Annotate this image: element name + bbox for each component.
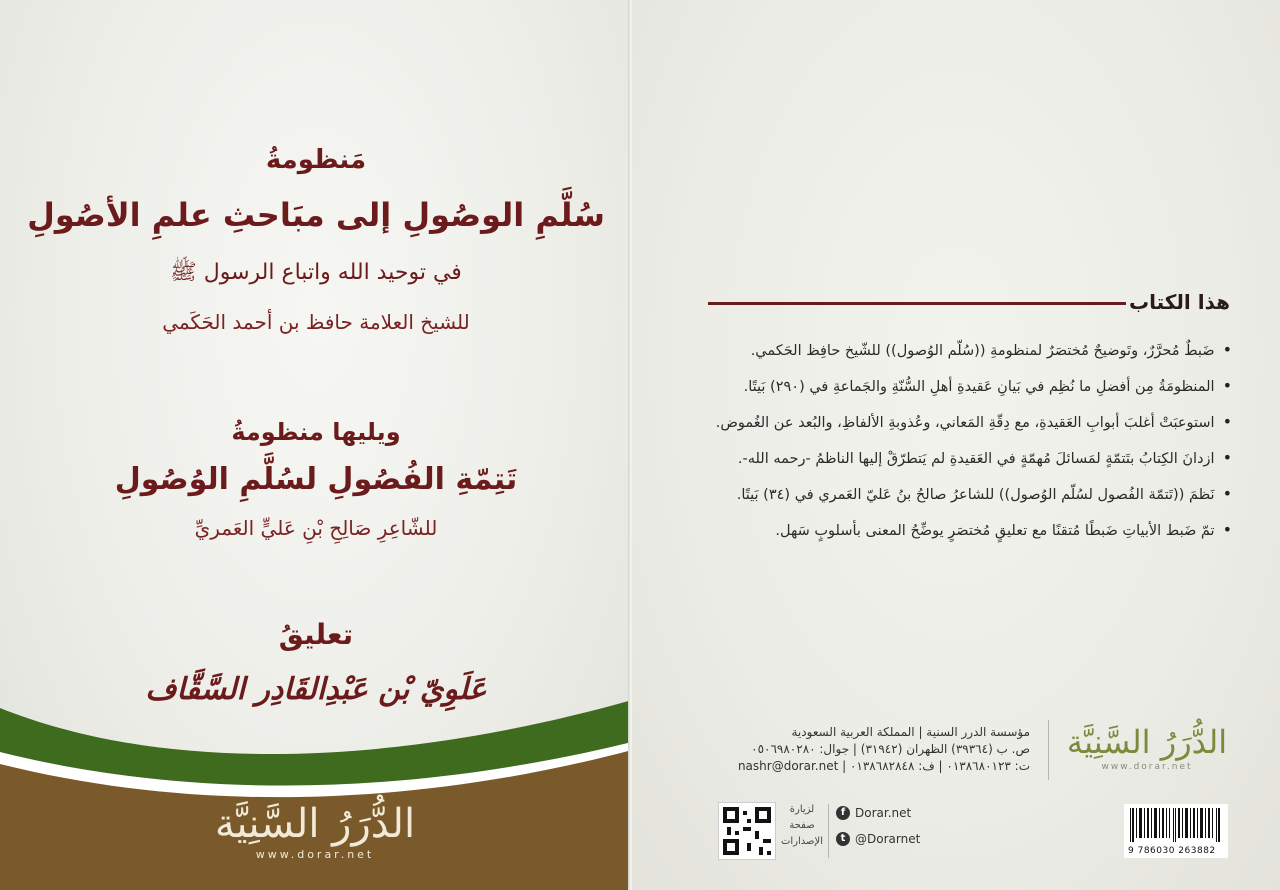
list-item: •نَظمَ ((تَتمّة الفُصول لسُلّم الوُصول)) للشاعرُ صالحُ بنُ عَليّ العَمري في (٣٤) بَيتًا. — [672, 476, 1232, 512]
about-book-heading: هذا الكتاب — [1128, 290, 1230, 314]
publisher-divider — [1048, 720, 1049, 780]
commentator-signature: عَلَوِيّ بْن عَبْدِالقَادِر السَّقَّاف — [145, 672, 487, 707]
facebook-handle: Dorar.net — [855, 806, 912, 820]
publisher-address-line: ص. ب (٣٩٣٦٤) الظهران (٣١٩٤٢) | جوال: ٠٥٠٦٩٨٠٢٨٠ — [751, 742, 1030, 756]
bullet-icon: • — [1222, 484, 1232, 503]
list-item: •تمّ ضَبط الأبياتِ ضَبطًا مُتقنًا مع تعليقٍ مُختصَرٍ يوضِّحُ المعنى بأسلوبٍ سَهل. — [672, 512, 1232, 548]
publisher-phone-line: ت: ٠١٣٨٦٨٠١٢٣ | ف: ٠١٣٨٦٨٢٨٤٨ | nashr@dorar.net — [737, 759, 1030, 773]
publisher-name-line: مؤسسة الدرر السنية | المملكة العربية السعودية — [791, 725, 1030, 739]
twitter-handle: @Dorarnet — [855, 832, 921, 846]
list-item: •المنظومَةُ مِن أفضلِ ما نُظِم في بَيانِ عَقيدةِ أهلِ السُّنّةِ والجَماعةِ في (٢٩٠) بَيتًا. — [672, 368, 1232, 404]
bullet-icon: • — [1222, 448, 1232, 467]
followed-by-label: ويليها منظومةُ — [231, 418, 401, 446]
twitter-icon: t — [836, 832, 850, 846]
qr-code-pattern — [719, 803, 775, 859]
back-logo-web: www.dorar.net — [1101, 762, 1193, 772]
heading-rule — [708, 302, 1126, 305]
bullet-icon: • — [1222, 412, 1232, 431]
list-item: •ازدانَ الكِتابُ بتَتمّةٍ لمَسائلَ مُهمّةٍ في العَقيدةِ لم يَتطرّقْ إليها الناظمُ -رحمه الله-. — [672, 440, 1232, 476]
book-author: للشيخ العلامة حافظ بن أحمد الحَكَمي — [162, 310, 470, 334]
facebook-icon: f — [836, 806, 850, 820]
isbn-barcode — [1124, 804, 1228, 858]
front-cover — [0, 0, 632, 890]
facebook-link[interactable] — [836, 806, 911, 820]
back-logo-text: الدُّرَرُ السَّنِيَّة — [1066, 723, 1228, 761]
qr-code[interactable] — [718, 802, 776, 860]
about-book-list — [672, 332, 1232, 548]
front-logo-text: الدُّرَرُ السَّنِيَّة — [214, 801, 416, 847]
book-title: سُلَّمِ الوصُولِ إلى مبَاحثِ علمِ الأصُولِ — [27, 196, 605, 234]
publisher-contact — [708, 724, 1030, 775]
twitter-link[interactable] — [836, 832, 920, 846]
manzuma-label: مَنظومةُ — [265, 145, 367, 175]
back-publisher-logo — [1062, 722, 1232, 772]
bullet-icon: • — [1222, 376, 1232, 395]
isbn-number: 9 786030 263882 — [1128, 846, 1216, 856]
barcode-bars — [1124, 804, 1228, 844]
bullet-icon: • — [1222, 520, 1232, 539]
second-title: تَتِمّةِ الفُصُولِ لسُلَّمِ الوُصُولِ — [114, 462, 518, 497]
visit-releases-label: لزيارة صفحة الإصدارات — [780, 804, 824, 847]
commentary-label: تعليقُ — [278, 618, 354, 651]
book-subtitle: في توحيد الله واتباع الرسول ﷺ — [170, 260, 462, 285]
list-item: •استوعبَتْ أغلبَ أبوابِ العَقيدةِ، مع دِقّةِ المَعاني، وعُذوبةِ الألفاظِ، والبُعد عن الغُموض. — [672, 404, 1232, 440]
bullet-icon: • — [1222, 340, 1232, 359]
front-publisher-logo — [205, 800, 425, 861]
front-logo-web: www.dorar.net — [255, 848, 375, 861]
second-poet: للشّاعِرِ صَالِحِ بْنِ عَليٍّ العَمريِّ — [194, 516, 438, 540]
list-item: •ضَبطٌ مُحرَّرٌ، وتَوضيحٌ مُختصَرٌ لمنظومةِ ((سُلّم الوُصول)) للشّيخ حافِظ الحَكمي. — [672, 332, 1232, 368]
social-divider — [828, 804, 829, 858]
